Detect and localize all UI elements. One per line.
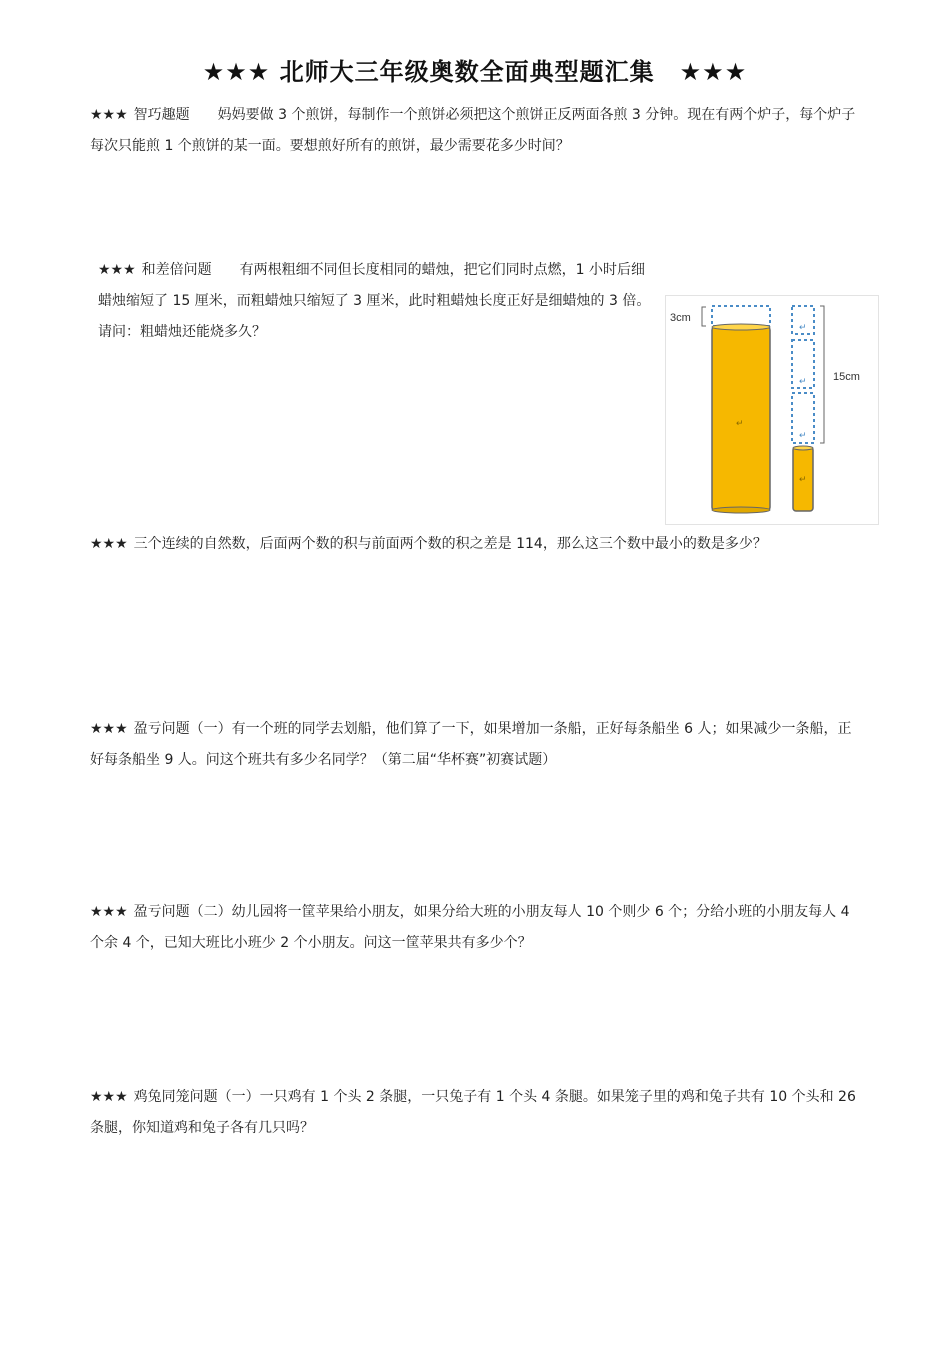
question-text: 和差倍问题 有两根粗细不同但长度相同的蜡烛，把它们同时点燃，1 小时后细蜡烛缩短了 15 厘米，而粗蜡烛只缩短了 3 厘米，此时粗蜡烛长度正好是细蜡烛的 3 倍。请问：粗蜡烛还能烧多久？ [98, 262, 651, 340]
page-title: ★★★ 北师大三年级奥数全面典型题汇集 ★★★ [202, 58, 748, 86]
question-text: 三个连续的自然数，后面两个数的积与前面两个数的积之差是 114，那么这三个数中最小的数是多少？ [133, 536, 767, 552]
question-text: 鸡兔同笼问题（一）一只鸡有 1 个头 2 条腿，一只兔子有 1 个头 4 条腿。如果笼子里的鸡和兔子共有 10 个头和 26 条腿，你知道鸡和兔子各有几只吗？ [90, 1089, 856, 1136]
candle-diagram [665, 295, 879, 525]
thick-candle-burnt-part [712, 306, 770, 326]
return-mark: ↵ [799, 474, 807, 484]
question-text: 盈亏问题（一）有一个班的同学去划船，他们算了一下，如果增加一条船，正好每条船坐 6 人；如果减少一条船，正好每条船坐 9 人。问这个班共有多少名同学？（第二届“华杯赛”初赛试题） [90, 721, 852, 768]
question-3 [90, 529, 860, 560]
question-2 [90, 255, 658, 348]
label-15cm: 15cm [833, 371, 860, 383]
return-mark: ↵ [736, 418, 744, 428]
star-rating: ★★★ [90, 721, 128, 737]
star-rating: ★★★ [90, 904, 128, 920]
star-rating: ★★★ [90, 1089, 128, 1105]
star-rating: ★★★ [90, 107, 128, 123]
question-6 [90, 1082, 860, 1144]
question-1 [90, 100, 860, 162]
question-text: 智巧趣题 妈妈要做 3 个煎饼，每制作一个煎饼必须把这个煎饼正反两面各煎 3 分钟。现在有两个炉子，每个炉子每次只能煎 1 个煎饼的某一面。要想煎好所有的煎饼，最少需要花多少时间？ [90, 107, 856, 154]
question-5 [90, 897, 860, 959]
return-mark: ↵ [799, 376, 807, 386]
return-mark: ↵ [799, 430, 807, 440]
star-rating: ★★★ [98, 262, 136, 278]
question-text: 盈亏问题（二）幼儿园将一筐苹果给小朋友，如果分给大班的小朋友每人 10 个则少 6 个；分给小班的小朋友每人 4 个余 4 个，已知大班比小班少 2 个小朋友。问这一筐苹果共有多少个？ [90, 904, 850, 951]
label-3cm: 3cm [670, 312, 691, 324]
star-rating: ★★★ [90, 536, 128, 552]
return-mark: ↵ [799, 322, 807, 332]
question-4 [90, 714, 860, 776]
